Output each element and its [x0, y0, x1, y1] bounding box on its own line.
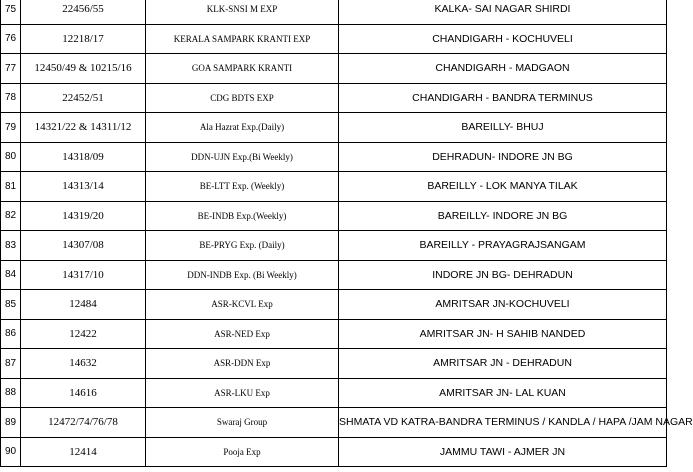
route-cell: CHANDIGARH - KOCHUVELI [339, 24, 667, 54]
train-number-cell: 14317/10 [21, 260, 146, 290]
train-name-cell: DDN-INDB Exp. (Bi Weekly) [146, 260, 339, 290]
table-row [1, 113, 667, 143]
train-number-cell: 14321/22 & 14311/12 [21, 113, 146, 143]
train-name-cell: ASR-NED Exp [146, 319, 339, 349]
train-name-cell: BE-LTT Exp. (Weekly) [146, 172, 339, 202]
serial-number-cell: 76 [1, 24, 21, 54]
serial-number-cell: 89 [1, 408, 21, 438]
table-row [1, 260, 667, 290]
serial-number-cell: 88 [1, 378, 21, 408]
train-number-cell: 14313/14 [21, 172, 146, 202]
train-number-cell: 12218/17 [21, 24, 146, 54]
serial-number-cell: 84 [1, 260, 21, 290]
table-row [1, 24, 667, 54]
table-row [1, 54, 667, 84]
train-name-cell: DDN-UJN Exp.(Bi Weekly) [146, 142, 339, 172]
table-row [1, 0, 667, 24]
table-row [1, 290, 667, 320]
train-table-body [1, 0, 693, 467]
route-cell: SHMATA VD KATRA-BANDRA TERMINUS / KANDLA / HAPA /JAM NAGAR [339, 408, 667, 438]
serial-number-cell: 81 [1, 172, 21, 202]
serial-number-cell: 79 [1, 113, 21, 143]
table-row [1, 437, 667, 467]
train-name-cell: Pooja Exp [146, 437, 339, 467]
route-cell: KALKA- SAI NAGAR SHIRDI [339, 0, 667, 24]
route-cell: CHANDIGARH - BANDRA TERMINUS [339, 83, 667, 113]
train-name-cell: KLK-SNSI M EXP [146, 0, 339, 24]
train-name-cell: KERALA SAMPARK KRANTI EXP [146, 24, 339, 54]
route-cell: INDORE JN BG- DEHRADUN [339, 260, 667, 290]
train-name-cell: ASR-KCVL Exp [146, 290, 339, 320]
train-name-cell: Swaraj Group [146, 408, 339, 438]
table-row [1, 408, 667, 438]
table-row [1, 201, 667, 231]
train-number-cell: 12450/49 & 10215/16 [21, 54, 146, 84]
train-number-cell: 22452/51 [21, 83, 146, 113]
route-cell: BAREILLY- INDORE JN BG [339, 201, 667, 231]
serial-number-cell: 75 [1, 0, 21, 24]
route-cell: AMRITSAR JN - DEHRADUN [339, 349, 667, 379]
serial-number-cell: 77 [1, 54, 21, 84]
train-number-cell: 12484 [21, 290, 146, 320]
train-number-cell: 14632 [21, 349, 146, 379]
train-name-cell: GOA SAMPARK KRANTI [146, 54, 339, 84]
route-cell: DEHRADUN- INDORE JN BG [339, 142, 667, 172]
route-cell: BAREILLY - PRAYAGRAJSANGAM [339, 231, 667, 261]
train-number-cell: 22456/55 [21, 0, 146, 24]
train-name-cell: BE-INDB Exp.(Weekly) [146, 201, 339, 231]
train-name-cell: ASR-LKU Exp [146, 378, 339, 408]
serial-number-cell: 85 [1, 290, 21, 320]
serial-number-cell: 87 [1, 349, 21, 379]
train-number-cell: 14319/20 [21, 201, 146, 231]
train-number-cell: 14307/08 [21, 231, 146, 261]
table-row [1, 231, 667, 261]
table-row [1, 83, 667, 113]
train-number-cell: 12422 [21, 319, 146, 349]
serial-number-cell: 86 [1, 319, 21, 349]
table-row [1, 378, 667, 408]
route-cell: AMRITSAR JN- LAL KUAN [339, 378, 667, 408]
serial-number-cell: 90 [1, 437, 21, 467]
route-cell: JAMMU TAWI - AJMER JN [339, 437, 667, 467]
serial-number-cell: 82 [1, 201, 21, 231]
route-cell: AMRITSAR JN-KOCHUVELI [339, 290, 667, 320]
train-number-cell: 12414 [21, 437, 146, 467]
table-row [1, 319, 667, 349]
train-number-cell: 14616 [21, 378, 146, 408]
route-cell: CHANDIGARH - MADGAON [339, 54, 667, 84]
table-row [1, 172, 667, 202]
train-number-cell: 14318/09 [21, 142, 146, 172]
train-number-cell: 12472/74/76/78 [21, 408, 146, 438]
serial-number-cell: 80 [1, 142, 21, 172]
route-cell: AMRITSAR JN- H SAHIB NANDED [339, 319, 667, 349]
train-name-cell: Ala Hazrat Exp.(Daily) [146, 113, 339, 143]
route-cell: BAREILLY - LOK MANYA TILAK [339, 172, 667, 202]
table-row [1, 142, 667, 172]
serial-number-cell: 78 [1, 83, 21, 113]
serial-number-cell: 83 [1, 231, 21, 261]
route-cell: BAREILLY- BHUJ [339, 113, 667, 143]
table-row [1, 349, 667, 379]
train-name-cell: BE-PRYG Exp. (Daily) [146, 231, 339, 261]
train-name-cell: CDG BDTS EXP [146, 83, 339, 113]
train-name-cell: ASR-DDN Exp [146, 349, 339, 379]
